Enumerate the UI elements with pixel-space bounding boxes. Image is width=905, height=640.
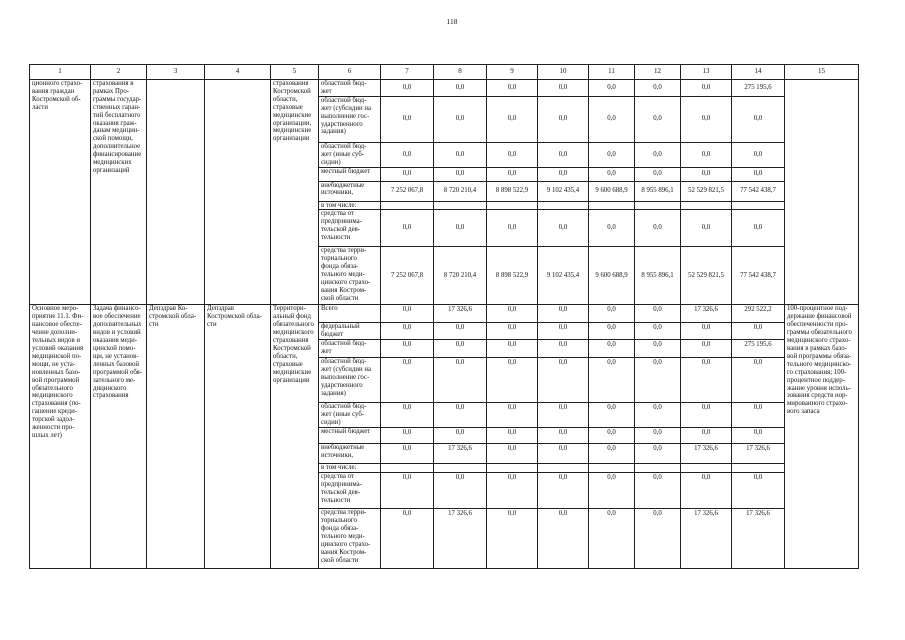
value-cell-col-14: 275 195,6 bbox=[732, 80, 785, 97]
value-cell-col-8: 8 720 210,4 bbox=[434, 181, 487, 201]
value-cell-col-14: 0,0 bbox=[732, 96, 785, 142]
value-cell-col-7: 0,0 bbox=[381, 323, 434, 340]
value-cell-col-7: 0,0 bbox=[381, 340, 434, 358]
value-cell-col-10: 0,0 bbox=[538, 142, 589, 167]
value-cell-col-9: 8 898 522,9 bbox=[487, 247, 538, 305]
funding-source-label: областной бюд- жет (субсидии на выполнение гос- ударственного задания) bbox=[319, 96, 381, 142]
value-cell-col-10: 0,0 bbox=[538, 167, 589, 181]
value-cell-col-12: 0,0 bbox=[635, 96, 681, 142]
value-cell-col-11: 0,0 bbox=[589, 444, 635, 464]
value-cell-col-8: 17 326,6 bbox=[434, 509, 487, 569]
value-cell-col-9: 0,0 bbox=[487, 444, 538, 464]
column-number-6: 6 bbox=[319, 65, 381, 80]
value-cell-col-10: 0,0 bbox=[538, 473, 589, 509]
value-cell-col-9: 0,0 bbox=[487, 142, 538, 167]
value-cell-col-8: 0,0 bbox=[434, 358, 487, 403]
funding-source-label: областной бюд- жет bbox=[319, 80, 381, 97]
value-cell-col-10: 0,0 bbox=[538, 428, 589, 444]
value-cell-col-10: 0,0 bbox=[538, 323, 589, 340]
value-cell-col-13: 17 326,6 bbox=[681, 509, 732, 569]
value-cell-col-8: 0,0 bbox=[434, 142, 487, 167]
value-cell-col-10: 0,0 bbox=[538, 509, 589, 569]
value-cell-col-10: 0,0 bbox=[538, 403, 589, 428]
value-cell-col-13: 52 529 821,5 bbox=[681, 181, 732, 201]
column-number-15: 15 bbox=[785, 65, 859, 80]
value-cell-col-11 bbox=[589, 201, 635, 210]
column-number-12: 12 bbox=[635, 65, 681, 80]
value-cell-col-12: 0,0 bbox=[635, 509, 681, 569]
value-cell-col-13: 0,0 bbox=[681, 210, 732, 247]
block-2-co-executor: Депздрав Костромской обла- сти bbox=[205, 305, 271, 569]
value-cell-col-12: 8 955 896,1 bbox=[635, 181, 681, 201]
value-cell-col-14: 77 542 438,7 bbox=[732, 247, 785, 305]
table-row bbox=[30, 305, 859, 323]
value-cell-col-12: 0,0 bbox=[635, 210, 681, 247]
value-cell-col-13: 0,0 bbox=[681, 473, 732, 509]
value-cell-col-7: 0,0 bbox=[381, 305, 434, 323]
value-cell-col-8: 0,0 bbox=[434, 167, 487, 181]
value-cell-col-9: 0,0 bbox=[487, 428, 538, 444]
column-number-13: 13 bbox=[681, 65, 732, 80]
value-cell-col-12: 0,0 bbox=[635, 358, 681, 403]
value-cell-col-10: 0,0 bbox=[538, 444, 589, 464]
value-cell-col-7: 0,0 bbox=[381, 358, 434, 403]
page-number: 118 bbox=[446, 17, 458, 26]
value-cell-col-9: 0,0 bbox=[487, 167, 538, 181]
value-cell-col-14: 77 542 438,7 bbox=[732, 181, 785, 201]
value-cell-col-7: 7 252 067,8 bbox=[381, 181, 434, 201]
block-2-responsible-executor: Депздрав Ко- стромской обла- сти bbox=[147, 305, 205, 569]
value-cell-col-7 bbox=[381, 201, 434, 210]
value-cell-col-7: 0,0 bbox=[381, 403, 434, 428]
value-cell-col-7: 7 252 067,8 bbox=[381, 247, 434, 305]
value-cell-col-9: 0,0 bbox=[487, 473, 538, 509]
column-number-14: 14 bbox=[732, 65, 785, 80]
value-cell-col-7: 0,0 bbox=[381, 96, 434, 142]
value-cell-col-8: 0,0 bbox=[434, 403, 487, 428]
value-cell-col-12: 0,0 bbox=[635, 428, 681, 444]
value-cell-col-8: 0,0 bbox=[434, 473, 487, 509]
value-cell-col-13 bbox=[681, 201, 732, 210]
value-cell-col-8: 0,0 bbox=[434, 428, 487, 444]
funding-source-label: областной бюд- жет (иные суб- сидии) bbox=[319, 142, 381, 167]
value-cell-col-8: 0,0 bbox=[434, 340, 487, 358]
value-cell-col-8 bbox=[434, 201, 487, 210]
column-number-9: 9 bbox=[487, 65, 538, 80]
funding-source-label: местный бюджет bbox=[319, 167, 381, 181]
value-cell-col-8: 8 720 210,4 bbox=[434, 247, 487, 305]
value-cell-col-13: 0,0 bbox=[681, 96, 732, 142]
value-cell-col-8: 17 326,6 bbox=[434, 305, 487, 323]
funding-source-label: внебюджетные источники, bbox=[319, 444, 381, 464]
block-2-participants: Территори- альный фонд обязательного медицинского страхования Костромской области, страховые медицинские организации bbox=[271, 305, 319, 569]
value-cell-col-14: 0,0 bbox=[732, 323, 785, 340]
value-cell-col-11: 0,0 bbox=[589, 323, 635, 340]
block-2-expected-result: 100-процентное под- держание финансовой обеспеченности про- граммы обязательного медицинского страхо- вания в рамках базо- вой программы обяза- тельного медицинско- го страхования; 100- процентное поддер- жание уровня исполь- зования средств нор- мированного страхо- вого запаса bbox=[785, 305, 859, 569]
value-cell-col-12: 0,0 bbox=[635, 167, 681, 181]
column-number-2: 2 bbox=[91, 65, 147, 80]
value-cell-col-10: 0,0 bbox=[538, 340, 589, 358]
value-cell-col-7: 0,0 bbox=[381, 142, 434, 167]
value-cell-col-9: 0,0 bbox=[487, 96, 538, 142]
value-cell-col-10: 9 102 435,4 bbox=[538, 181, 589, 201]
value-cell-col-13: 0,0 bbox=[681, 340, 732, 358]
value-cell-col-14: 0,0 bbox=[732, 428, 785, 444]
funding-source-label: областной бюд- жет bbox=[319, 340, 381, 358]
column-number-5: 5 bbox=[271, 65, 319, 80]
value-cell-col-13: 0,0 bbox=[681, 428, 732, 444]
block-2-task-description: Задача финансо- вое обеспечение дополнительных видов и условий оказания меди- цинской помо- щи, не установ- ленных базовой программой обя- зательного ме- дицинского страхования bbox=[91, 305, 147, 569]
funding-source-label: средства от предпринима- тельской дея- тельности bbox=[319, 473, 381, 509]
funding-source-label: федеральный бюджет bbox=[319, 323, 381, 340]
value-cell-col-12: 0,0 bbox=[635, 403, 681, 428]
funding-source-label: в том числе: bbox=[319, 464, 381, 473]
funding-source-label: внебюджетные источники, bbox=[319, 181, 381, 201]
value-cell-col-13: 0,0 bbox=[681, 403, 732, 428]
value-cell-col-13 bbox=[681, 464, 732, 473]
column-number-1: 1 bbox=[30, 65, 91, 80]
value-cell-col-12 bbox=[635, 201, 681, 210]
funding-source-label: Всего bbox=[319, 305, 381, 323]
table-row bbox=[30, 80, 859, 97]
value-cell-col-9: 8 898 522,9 bbox=[487, 181, 538, 201]
funding-source-label: местный бюджет bbox=[319, 428, 381, 444]
value-cell-col-7 bbox=[381, 464, 434, 473]
value-cell-col-12: 0,0 bbox=[635, 142, 681, 167]
value-cell-col-10: 0,0 bbox=[538, 80, 589, 97]
value-cell-col-8: 0,0 bbox=[434, 80, 487, 97]
value-cell-col-10: 0,0 bbox=[538, 305, 589, 323]
value-cell-col-14: 17 326,6 bbox=[732, 444, 785, 464]
value-cell-col-12: 0,0 bbox=[635, 473, 681, 509]
value-cell-col-13: 0,0 bbox=[681, 80, 732, 97]
value-cell-col-9: 0,0 bbox=[487, 210, 538, 247]
value-cell-col-14: 0,0 bbox=[732, 210, 785, 247]
value-cell-col-7: 0,0 bbox=[381, 428, 434, 444]
value-cell-col-11: 9 600 688,9 bbox=[589, 181, 635, 201]
column-number-8: 8 bbox=[434, 65, 487, 80]
value-cell-col-14: 0,0 bbox=[732, 358, 785, 403]
value-cell-col-11: 0,0 bbox=[589, 340, 635, 358]
value-cell-col-11: 0,0 bbox=[589, 428, 635, 444]
value-cell-col-8: 0,0 bbox=[434, 210, 487, 247]
value-cell-col-7: 0,0 bbox=[381, 444, 434, 464]
value-cell-col-12: 8 955 896,1 bbox=[635, 247, 681, 305]
value-cell-col-7: 0,0 bbox=[381, 167, 434, 181]
value-cell-col-13: 0,0 bbox=[681, 142, 732, 167]
funding-source-label: областной бюд- жет (иные суб- сидии) bbox=[319, 403, 381, 428]
value-cell-col-7: 0,0 bbox=[381, 210, 434, 247]
value-cell-col-10: 0,0 bbox=[538, 96, 589, 142]
column-number-7: 7 bbox=[381, 65, 434, 80]
column-number-row bbox=[30, 65, 859, 80]
value-cell-col-12: 0,0 bbox=[635, 444, 681, 464]
funding-source-label: средства терри- ториального фонда обяза- тельного меди- цинского страхо- вания Костром- ской области bbox=[319, 509, 381, 569]
value-cell-col-12: 0,0 bbox=[635, 80, 681, 97]
value-cell-col-10: 0,0 bbox=[538, 358, 589, 403]
value-cell-col-11: 0,0 bbox=[589, 96, 635, 142]
value-cell-col-14 bbox=[732, 464, 785, 473]
value-cell-col-12: 0,0 bbox=[635, 305, 681, 323]
block-1-co-executor bbox=[205, 80, 271, 305]
value-cell-col-10 bbox=[538, 201, 589, 210]
value-cell-col-12 bbox=[635, 464, 681, 473]
value-cell-col-11: 0,0 bbox=[589, 305, 635, 323]
block-2-measure-name: Основное меро- приятие 11.1. Фи- нансовое обеспе- чение дополни- тельных видов и условий оказания медицинской по- мощи, не уста- новленных базо- вой программой обязательного медицинского страхования (по- гашение креди- торской задол- женности про- шлых лет) bbox=[30, 305, 91, 569]
value-cell-col-8: 0,0 bbox=[434, 323, 487, 340]
value-cell-col-11: 0,0 bbox=[589, 358, 635, 403]
value-cell-col-10: 9 102 435,4 bbox=[538, 247, 589, 305]
value-cell-col-9: 0,0 bbox=[487, 509, 538, 569]
value-cell-col-8: 0,0 bbox=[434, 96, 487, 142]
value-cell-col-13: 17 326,6 bbox=[681, 444, 732, 464]
value-cell-col-14: 0,0 bbox=[732, 473, 785, 509]
funding-source-label: средства от предпринима- тельской дея- тельности bbox=[319, 210, 381, 247]
value-cell-col-11: 0,0 bbox=[589, 403, 635, 428]
value-cell-col-7: 0,0 bbox=[381, 509, 434, 569]
funding-source-label: областной бюд- жет (субсидии на выполнение гос- ударственного задания) bbox=[319, 358, 381, 403]
value-cell-col-14: 292 522,2 bbox=[732, 305, 785, 323]
value-cell-col-11: 0,0 bbox=[589, 80, 635, 97]
block-1-task-description: страхования в рамках Про- граммы государ- ственных гаран- тий бесплатного оказания граж- данам медицин- ской помощи, дополнительное финансирование медицинских организаций bbox=[91, 80, 147, 305]
value-cell-col-9: 0,0 bbox=[487, 80, 538, 97]
value-cell-col-8: 17 326,6 bbox=[434, 444, 487, 464]
value-cell-col-14: 275 195,6 bbox=[732, 340, 785, 358]
funding-source-label: средства терри- ториального фонда обяза- тельного меди- цинского страхо- вания Костром- ской области bbox=[319, 247, 381, 305]
value-cell-col-13: 52 529 821,5 bbox=[681, 247, 732, 305]
value-cell-col-9: 0,0 bbox=[487, 340, 538, 358]
column-number-11: 11 bbox=[589, 65, 635, 80]
column-number-10: 10 bbox=[538, 65, 589, 80]
value-cell-col-14: 17 326,6 bbox=[732, 509, 785, 569]
column-number-3: 3 bbox=[147, 65, 205, 80]
value-cell-col-9: 0,0 bbox=[487, 403, 538, 428]
value-cell-col-11: 0,0 bbox=[589, 509, 635, 569]
value-cell-col-14: 0,0 bbox=[732, 403, 785, 428]
block-1-responsible-executor bbox=[147, 80, 205, 305]
value-cell-col-13: 0,0 bbox=[681, 167, 732, 181]
value-cell-col-14: 0,0 bbox=[732, 142, 785, 167]
value-cell-col-9 bbox=[487, 201, 538, 210]
value-cell-col-7: 0,0 bbox=[381, 80, 434, 97]
block-1-expected-result bbox=[785, 80, 859, 305]
value-cell-col-14 bbox=[732, 201, 785, 210]
value-cell-col-13: 17 326,6 bbox=[681, 305, 732, 323]
value-cell-col-11 bbox=[589, 464, 635, 473]
value-cell-col-13: 0,0 bbox=[681, 323, 732, 340]
value-cell-col-9 bbox=[487, 464, 538, 473]
value-cell-col-8 bbox=[434, 464, 487, 473]
value-cell-col-9: 0,0 bbox=[487, 323, 538, 340]
value-cell-col-13: 0,0 bbox=[681, 358, 732, 403]
value-cell-col-12: 0,0 bbox=[635, 323, 681, 340]
value-cell-col-9: 0,0 bbox=[487, 305, 538, 323]
funding-source-label: в том числе: bbox=[319, 201, 381, 210]
value-cell-col-7: 0,0 bbox=[381, 473, 434, 509]
value-cell-col-11: 0,0 bbox=[589, 142, 635, 167]
value-cell-col-11: 9 600 688,9 bbox=[589, 247, 635, 305]
value-cell-col-11: 0,0 bbox=[589, 210, 635, 247]
program-financing-table bbox=[29, 64, 859, 569]
block-1-measure-name: ционного страхо- вания граждан Костромской об- ласти bbox=[30, 80, 91, 305]
block-1-participants: страхования Костромской области, страховые медицинские организации, медицинские организации bbox=[271, 80, 319, 305]
value-cell-col-12: 0,0 bbox=[635, 340, 681, 358]
value-cell-col-10 bbox=[538, 464, 589, 473]
value-cell-col-10: 0,0 bbox=[538, 210, 589, 247]
value-cell-col-11: 0,0 bbox=[589, 473, 635, 509]
column-number-4: 4 bbox=[205, 65, 271, 80]
value-cell-col-11: 0,0 bbox=[589, 167, 635, 181]
value-cell-col-9: 0,0 bbox=[487, 358, 538, 403]
value-cell-col-14: 0,0 bbox=[732, 167, 785, 181]
